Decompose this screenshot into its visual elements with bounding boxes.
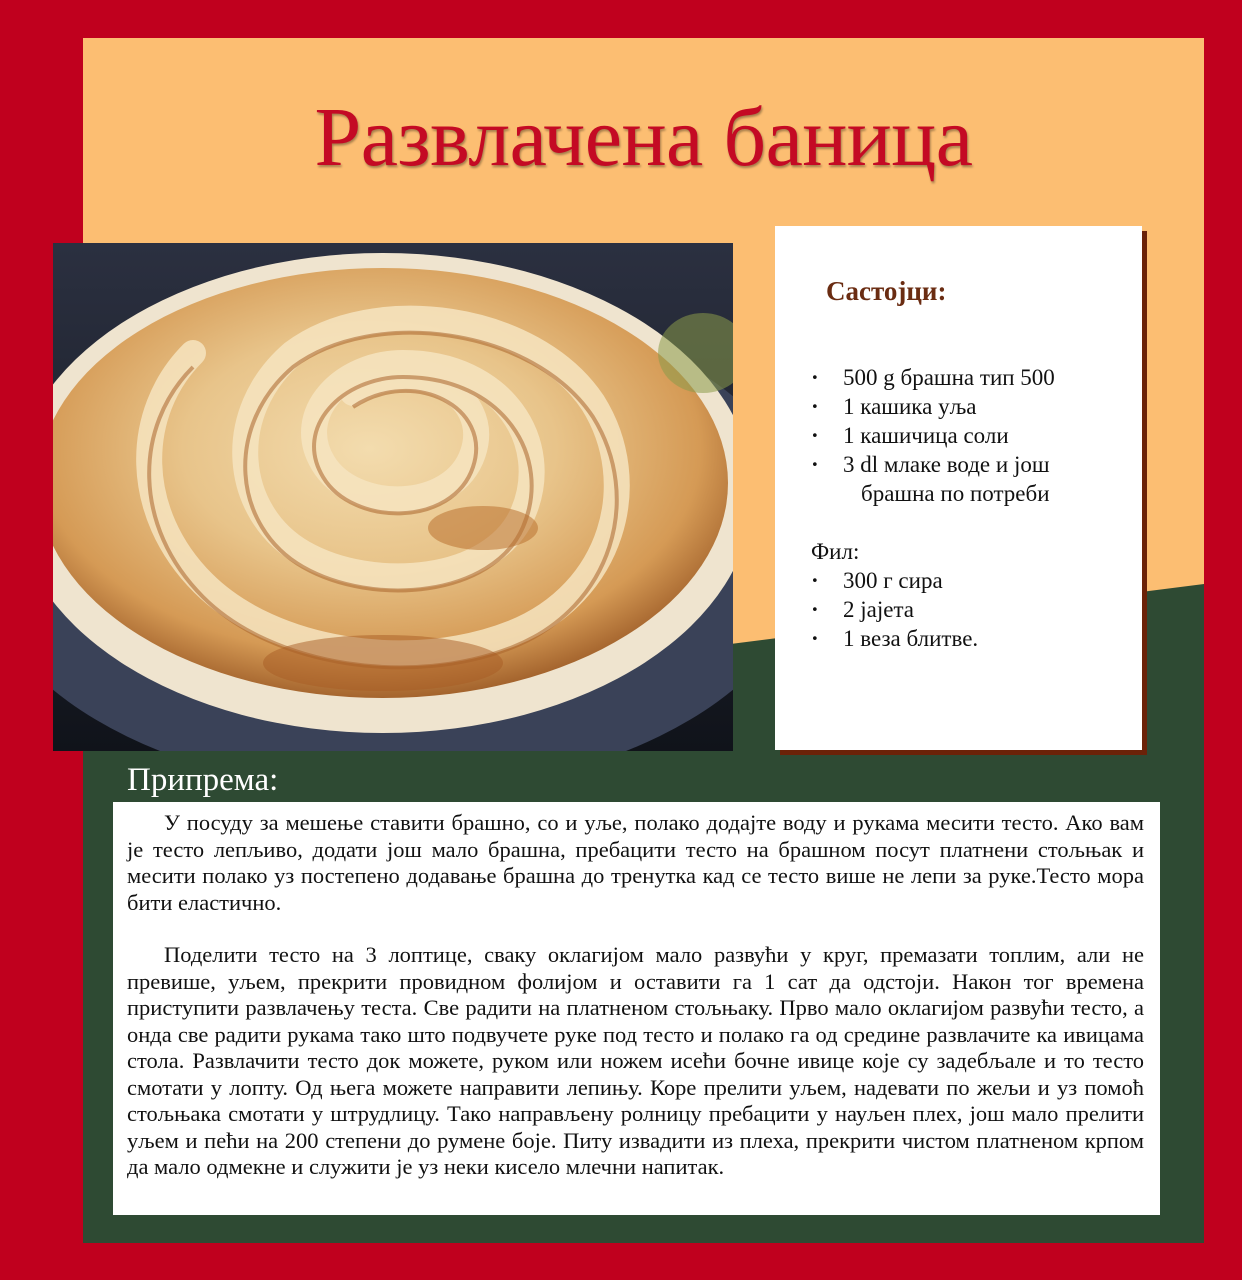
ingredients-card [775, 226, 1142, 750]
page-title: Развлачена баница [314, 91, 973, 184]
banica-photo [53, 243, 733, 751]
preparation-heading: Припрема: [127, 762, 279, 798]
spiral-pie-illustration [53, 243, 733, 751]
list-item: · 1 кашичица соли [811, 421, 1131, 450]
preparation-paragraph: Поделити тесто на 3 лоптице, сваку оклагијом мало развући у круг, премазати топлим, али не превише, уљем, прекрити провидном фолијом и оставити га 1 сат да одстоји. Након тог времена приступити развлачењу теста. Све радити на платненом стољњаку. Прво мало оклагијом развући тесто, а онда све радити рукама тако што подвучете руке под тесто и полако га од средине развлачите ка ивицама стола. Развлачити тесто док можете, руком или ножем исећи бочне ивице које су задебљале и то тесто смотати у лопту. Од њега можете направити лепињу. Коре прелити уљем, надевати по жељи и уз помоћ стољњака смотати у штрудлицу. Тако направљену ролницу пребацити у науљен плех, још мало прелити уљем и пећи на 200 степени до румене боје. Питу извадити из плеха, прекрити чистом платненом крпом да мало одмекне и служити је уз неки кисело млечни напитак. [127, 942, 1144, 1179]
list-item-continuation: брашна по потреби [861, 481, 1050, 506]
list-item: · 2 јајета [811, 595, 1131, 624]
filling-label: Фил: [811, 539, 860, 564]
list-item: · 1 кашика уља [811, 392, 1131, 421]
list-item: · 500 g брашна тип 500 [811, 363, 1131, 392]
list-item: · 1 веза блитве. [811, 624, 1131, 653]
preparation-paragraph: У посуду за мешење ставити брашно, со и уље, полако додајте воду и рукама месити тесто. Ако вам је тесто лепљиво, додати још мало брашна, пребацити тесто на брашном посут платнени стољњак и месити полако уз постепено додавање брашна до тренутка кад се тесто више не лепи за руке.Тесто мора бити еластично. [127, 810, 1144, 915]
preparation-box [113, 802, 1160, 1215]
ingredients-list [811, 363, 1131, 653]
list-item: · 3 dl млаке воде и још [811, 450, 1131, 479]
list-item: · 300 г сира [811, 566, 1131, 595]
ingredients-heading: Састојци: [826, 276, 947, 306]
